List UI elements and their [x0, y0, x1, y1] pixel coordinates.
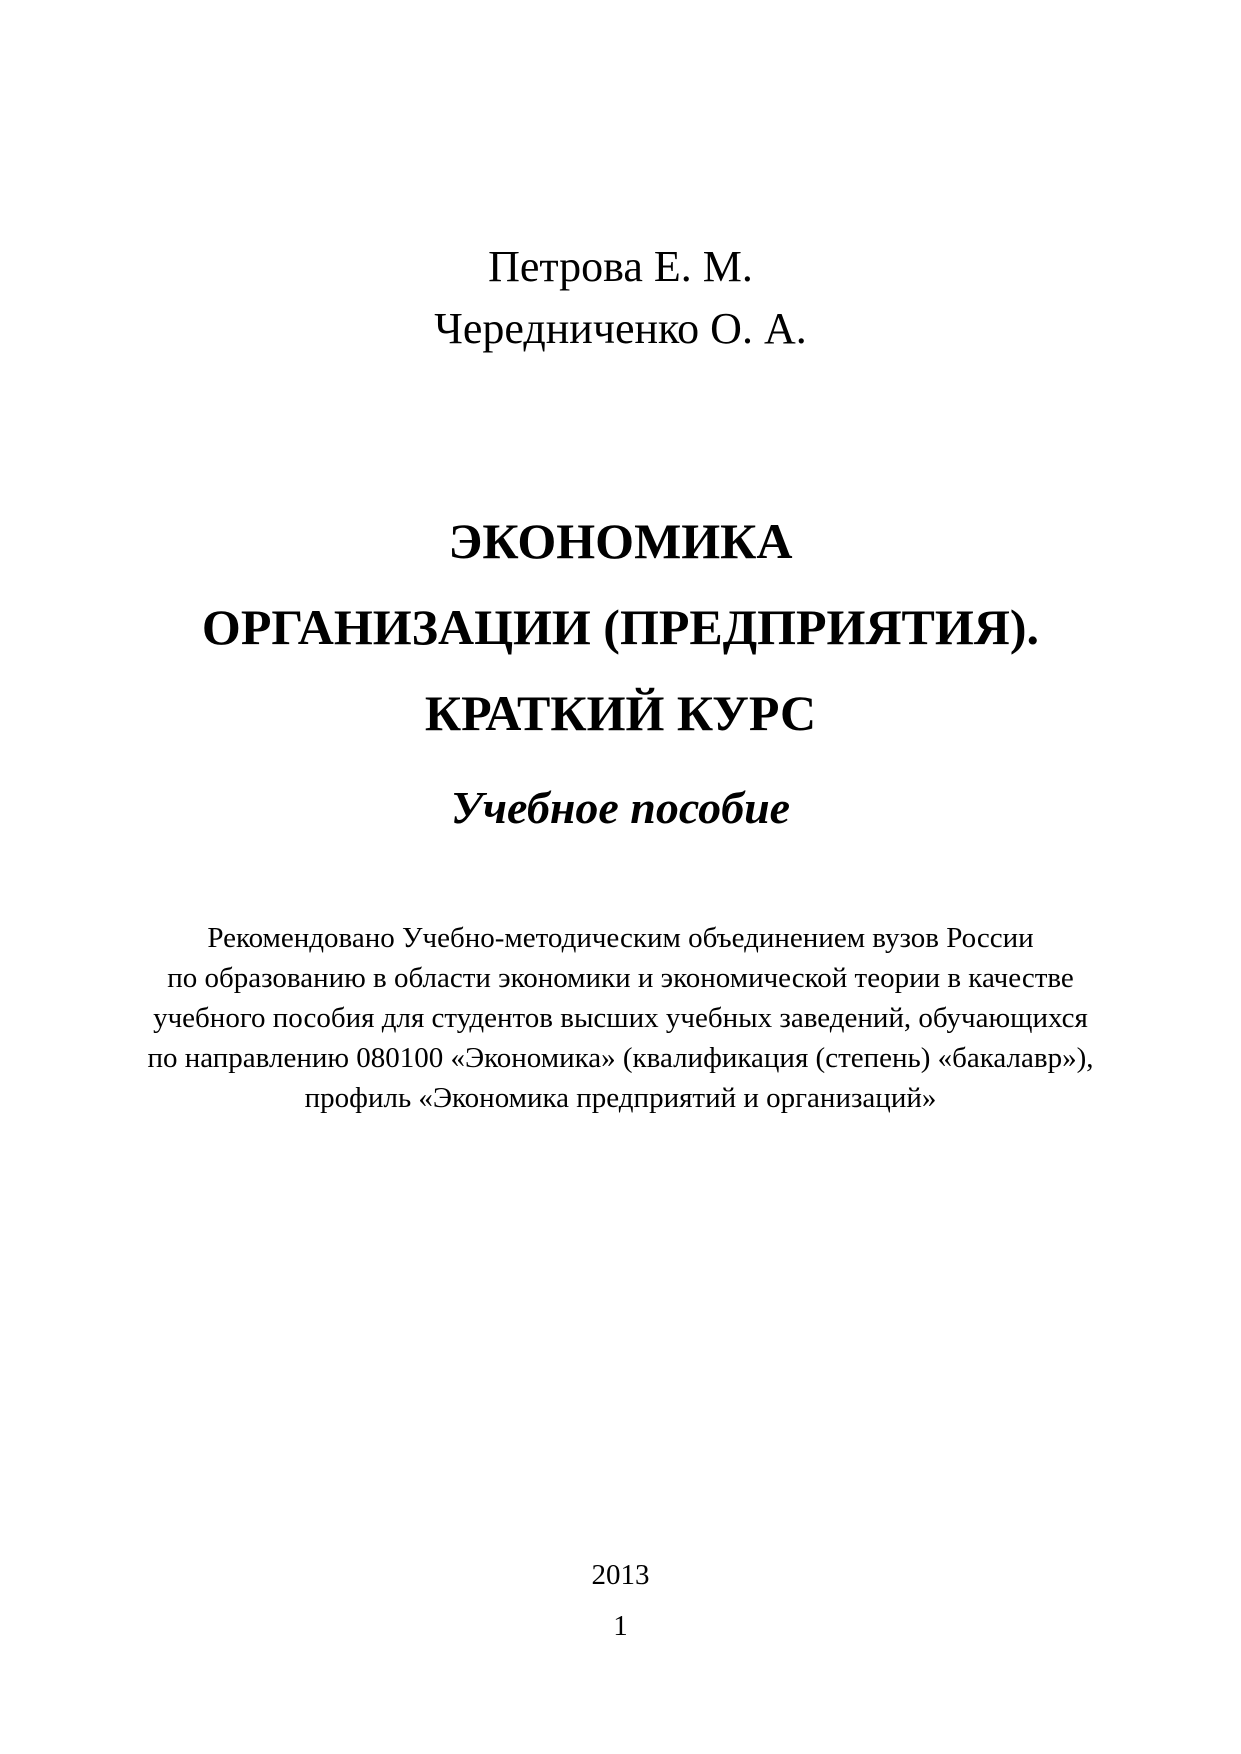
authors — [0, 236, 1241, 360]
recommendation-line: по направлению 080100 «Экономика» (квалификация (степень) «бакалавр»), — [147, 1042, 1094, 1074]
author-name: Петрова Е. М. — [488, 242, 753, 291]
author-name: Чередниченко О. А. — [434, 304, 807, 353]
title-line: ЭКОНОМИКА — [448, 513, 793, 569]
recommendation-line: учебного пособия для студентов высших учебных заведений, обучающихся — [153, 1002, 1088, 1034]
book-title — [0, 498, 1241, 756]
recommendation-text — [0, 918, 1241, 1118]
title-line: КРАТКИЙ КУРС — [424, 685, 817, 741]
title-line: ОРГАНИЗАЦИИ (ПРЕДПРИЯТИЯ). — [201, 599, 1040, 655]
recommendation-line: по образованию в области экономики и экономической теории в качестве — [167, 962, 1074, 994]
recommendation-line: профиль «Экономика предприятий и организаций» — [304, 1082, 937, 1114]
book-subtitle: Учебное пособие — [450, 782, 791, 833]
page-number: 1 — [613, 1610, 628, 1642]
publication-year: 2013 — [591, 1559, 650, 1591]
recommendation-line: Рекомендовано Учебно-методическим объединением вузов России — [207, 922, 1034, 954]
